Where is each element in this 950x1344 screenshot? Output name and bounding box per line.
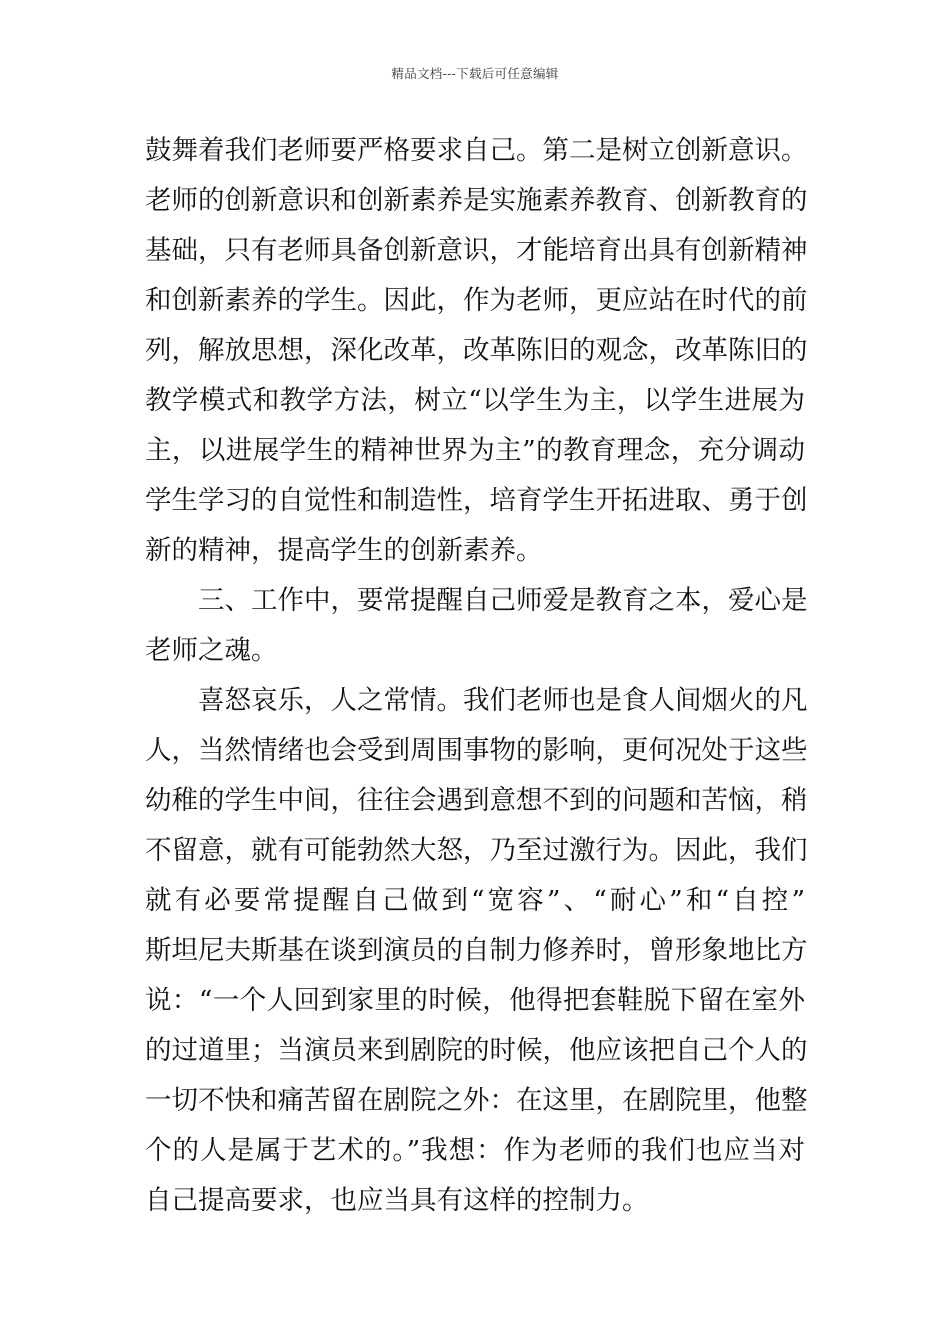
text-line: 的过道里；当演员来到剧院的时候，他应该把自己个人的 — [145, 1035, 808, 1066]
text-line: 新的精神，提高学生的创新素养。 — [145, 535, 543, 566]
text-line: 斯坦尼夫斯基在谈到演员的自制力修养时，曾形象地比方 — [145, 935, 808, 966]
page-header-watermark: 精品文档---下载后可任意编辑 — [391, 66, 559, 81]
text-line: 老师的创新意识和创新素养是实施素养教育、创新教育的 — [145, 185, 808, 216]
text-line: 说：“一个人回到家里的时候，他得把套鞋脱下留在室外 — [145, 985, 805, 1016]
document-body — [145, 126, 808, 1226]
text-line: 幼稚的学生中间，往往会遇到意想不到的问题和苦恼，稍 — [145, 785, 808, 816]
text-line: 教学模式和教学方法，树立“以学生为主，以学生进展为 — [145, 385, 805, 416]
text-line: 主，以进展学生的精神世界为主”的教育理念，充分调动 — [145, 435, 805, 466]
text-line: 学生学习的自觉性和制造性，培育学生开拓进取、勇于创 — [145, 485, 808, 516]
text-line: 基础，只有老师具备创新意识，才能培育出具有创新精神 — [145, 235, 808, 266]
text-line: 和创新素养的学生。因此，作为老师，更应站在时代的前 — [145, 285, 808, 316]
text-line: 一切不快和痛苦留在剧院之外：在这里，在剧院里，他整 — [145, 1085, 808, 1116]
text-line: 人，当然情绪也会受到周围事物的影响，更何况处于这些 — [145, 735, 808, 766]
text-line: 列，解放思想，深化改革，改革陈旧的观念，改革陈旧的 — [145, 335, 808, 366]
text-line: 老师之魂。 — [145, 635, 278, 666]
text-line: 不留意，就有可能勃然大怒，乃至过激行为。因此，我们 — [145, 835, 808, 866]
paragraph-start-line: 喜怒哀乐，人之常情。我们老师也是食人间烟火的凡 — [198, 685, 808, 716]
section-heading-line: 三、工作中，要常提醒自己师爱是教育之本，爱心是 — [198, 585, 808, 616]
text-line: 鼓舞着我们老师要严格要求自己。第二是树立创新意识。 — [145, 135, 808, 166]
text-line: 自己提高要求，也应当具有这样的控制力。 — [145, 1185, 649, 1216]
text-line: 就有必要常提醒自己做到“宽容”、“耐心”和“自控” — [145, 885, 805, 916]
text-line: 个的人是属于艺术的。”我想：作为老师的我们也应当对 — [145, 1135, 805, 1166]
